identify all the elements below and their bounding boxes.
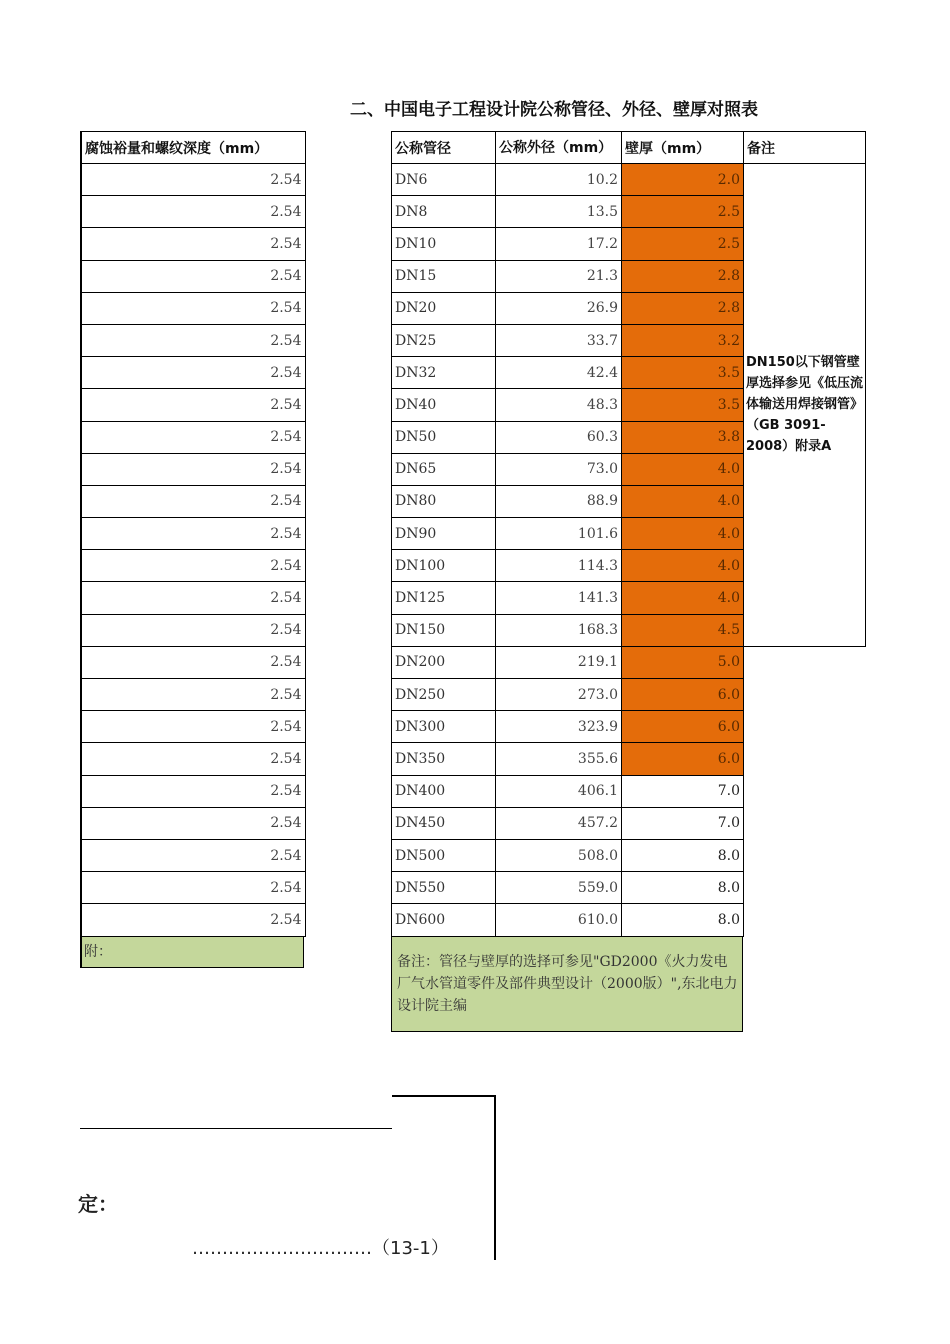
nominal-diameter: DN200	[392, 646, 496, 678]
corrosion-header: 腐蚀裕量和螺纹深度（mm）	[81, 132, 305, 164]
nominal-diameter: DN100	[392, 550, 496, 582]
outer-diameter: 508.0	[496, 839, 622, 871]
nominal-diameter: DN150	[392, 614, 496, 646]
remark-note: 备注：管径与壁厚的选择可参见"GD2000《火力发电厂气水管道零件及部件典型设计（2000版）",东北电力设计院主编	[391, 936, 743, 1032]
table-row	[392, 807, 866, 839]
table-row	[81, 550, 305, 582]
header-dn: 公称管径	[392, 132, 496, 164]
wall-thickness: 4.0	[622, 453, 744, 485]
outer-diameter: 42.4	[496, 357, 622, 389]
table-row	[81, 646, 305, 678]
nominal-diameter: DN10	[392, 228, 496, 260]
corrosion-value: 2.54	[81, 518, 305, 550]
wall-thickness: 8.0	[622, 839, 744, 871]
corrosion-value: 2.54	[81, 260, 305, 292]
empty-cell	[744, 775, 866, 807]
empty-cell	[744, 646, 866, 678]
wall-thickness: 2.8	[622, 292, 744, 324]
wall-thickness: 7.0	[622, 807, 744, 839]
empty-cell	[744, 807, 866, 839]
nominal-diameter: DN40	[392, 389, 496, 421]
corrosion-value: 2.54	[81, 196, 305, 228]
nominal-diameter: DN6	[392, 164, 496, 196]
equation-fragment: …………………………（13-1）	[192, 1238, 449, 1259]
nominal-diameter: DN65	[392, 453, 496, 485]
corrosion-value: 2.54	[81, 292, 305, 324]
outer-diameter: 17.2	[496, 228, 622, 260]
outer-diameter: 141.3	[496, 582, 622, 614]
table-row	[81, 518, 305, 550]
table-row	[81, 164, 305, 196]
table-row	[81, 904, 305, 936]
nominal-diameter: DN600	[392, 904, 496, 936]
pipe-size-table	[391, 131, 866, 937]
header-od: 公称外径（mm）	[496, 132, 622, 164]
divider-line	[80, 1128, 392, 1129]
table-row	[392, 164, 866, 196]
wall-thickness: 4.0	[622, 582, 744, 614]
corrosion-value: 2.54	[81, 582, 305, 614]
wall-thickness: 6.0	[622, 743, 744, 775]
outer-diameter: 48.3	[496, 389, 622, 421]
outer-diameter: 101.6	[496, 518, 622, 550]
nominal-diameter: DN50	[392, 421, 496, 453]
nominal-diameter: DN90	[392, 518, 496, 550]
wall-thickness: 2.0	[622, 164, 744, 196]
corrosion-value: 2.54	[81, 839, 305, 871]
wall-thickness: 3.2	[622, 324, 744, 356]
outer-diameter: 273.0	[496, 679, 622, 711]
table-row	[81, 228, 305, 260]
corrosion-value: 2.54	[81, 550, 305, 582]
table-row	[81, 389, 305, 421]
nominal-diameter: DN300	[392, 711, 496, 743]
empty-cell	[744, 904, 866, 936]
corrosion-value: 2.54	[81, 807, 305, 839]
table-row	[392, 839, 866, 871]
nominal-diameter: DN350	[392, 743, 496, 775]
outer-diameter: 323.9	[496, 711, 622, 743]
corrosion-value: 2.54	[81, 164, 305, 196]
table-row	[81, 839, 305, 871]
nominal-diameter: DN80	[392, 485, 496, 517]
wall-thickness: 3.5	[622, 357, 744, 389]
table-row	[81, 260, 305, 292]
table-row	[392, 775, 866, 807]
table-row	[81, 614, 305, 646]
outer-diameter: 559.0	[496, 872, 622, 904]
header-note: 备注	[744, 132, 866, 164]
nominal-diameter: DN450	[392, 807, 496, 839]
note-cell: DN150以下钢管壁厚选择参见《低压流体输送用焊接钢管》（GB 3091-2008）附录A	[744, 164, 866, 647]
table-row	[392, 743, 866, 775]
empty-cell	[744, 679, 866, 711]
table-row	[392, 646, 866, 678]
table-row	[81, 807, 305, 839]
outer-diameter: 88.9	[496, 485, 622, 517]
wall-thickness: 8.0	[622, 872, 744, 904]
table-row	[81, 872, 305, 904]
corrosion-value: 2.54	[81, 389, 305, 421]
nominal-diameter: DN550	[392, 872, 496, 904]
table-row	[81, 357, 305, 389]
corrosion-value: 2.54	[81, 904, 305, 936]
corrosion-value: 2.54	[81, 324, 305, 356]
nominal-diameter: DN32	[392, 357, 496, 389]
table-row	[392, 872, 866, 904]
wall-thickness: 2.5	[622, 196, 744, 228]
corrosion-value: 2.54	[81, 743, 305, 775]
wall-thickness: 6.0	[622, 711, 744, 743]
corrosion-value: 2.54	[81, 357, 305, 389]
outer-diameter: 610.0	[496, 904, 622, 936]
outer-diameter: 26.9	[496, 292, 622, 324]
table-row	[392, 904, 866, 936]
wall-thickness: 2.5	[622, 228, 744, 260]
empty-cell	[744, 711, 866, 743]
outer-diameter: 10.2	[496, 164, 622, 196]
nominal-diameter: DN8	[392, 196, 496, 228]
outer-diameter: 219.1	[496, 646, 622, 678]
corrosion-value: 2.54	[81, 872, 305, 904]
corrosion-allowance-table	[80, 131, 306, 937]
wall-thickness: 2.8	[622, 260, 744, 292]
nominal-diameter: DN400	[392, 775, 496, 807]
corrosion-value: 2.54	[81, 421, 305, 453]
outer-diameter: 406.1	[496, 775, 622, 807]
table-row	[81, 679, 305, 711]
corrosion-value: 2.54	[81, 711, 305, 743]
table-row	[81, 711, 305, 743]
wall-thickness: 4.0	[622, 485, 744, 517]
empty-cell	[744, 743, 866, 775]
outer-diameter: 21.3	[496, 260, 622, 292]
corrosion-value: 2.54	[81, 228, 305, 260]
text-fragment: 定：	[78, 1192, 118, 1216]
table-row	[81, 453, 305, 485]
table-row	[81, 582, 305, 614]
wall-thickness: 8.0	[622, 904, 744, 936]
frame-right-border	[494, 1095, 496, 1260]
table-row	[81, 485, 305, 517]
table-row	[81, 324, 305, 356]
table-row	[392, 679, 866, 711]
corrosion-value: 2.54	[81, 679, 305, 711]
wall-thickness: 7.0	[622, 775, 744, 807]
nominal-diameter: DN15	[392, 260, 496, 292]
nominal-diameter: DN25	[392, 324, 496, 356]
outer-diameter: 60.3	[496, 421, 622, 453]
nominal-diameter: DN500	[392, 839, 496, 871]
corrosion-value: 2.54	[81, 485, 305, 517]
outer-diameter: 168.3	[496, 614, 622, 646]
wall-thickness: 4.0	[622, 550, 744, 582]
outer-diameter: 13.5	[496, 196, 622, 228]
frame-top-border	[392, 1095, 496, 1097]
table-row	[81, 196, 305, 228]
outer-diameter: 355.6	[496, 743, 622, 775]
table-row	[392, 711, 866, 743]
empty-cell	[744, 872, 866, 904]
left-footnote: 附：	[80, 936, 304, 968]
corrosion-value: 2.54	[81, 646, 305, 678]
header-wall: 壁厚（mm）	[622, 132, 744, 164]
wall-thickness: 4.0	[622, 518, 744, 550]
outer-diameter: 457.2	[496, 807, 622, 839]
nominal-diameter: DN250	[392, 679, 496, 711]
outer-diameter: 114.3	[496, 550, 622, 582]
nominal-diameter: DN20	[392, 292, 496, 324]
corrosion-value: 2.54	[81, 453, 305, 485]
wall-thickness: 6.0	[622, 679, 744, 711]
empty-cell	[744, 839, 866, 871]
wall-thickness: 3.8	[622, 421, 744, 453]
outer-diameter: 73.0	[496, 453, 622, 485]
table-row	[81, 421, 305, 453]
table-row	[81, 743, 305, 775]
nominal-diameter: DN125	[392, 582, 496, 614]
table-row	[81, 292, 305, 324]
table-row	[81, 775, 305, 807]
page-title: 二、中国电子工程设计院公称管径、外径、壁厚对照表	[350, 100, 758, 120]
wall-thickness: 5.0	[622, 646, 744, 678]
corrosion-value: 2.54	[81, 775, 305, 807]
wall-thickness: 3.5	[622, 389, 744, 421]
wall-thickness: 4.5	[622, 614, 744, 646]
outer-diameter: 33.7	[496, 324, 622, 356]
corrosion-value: 2.54	[81, 614, 305, 646]
